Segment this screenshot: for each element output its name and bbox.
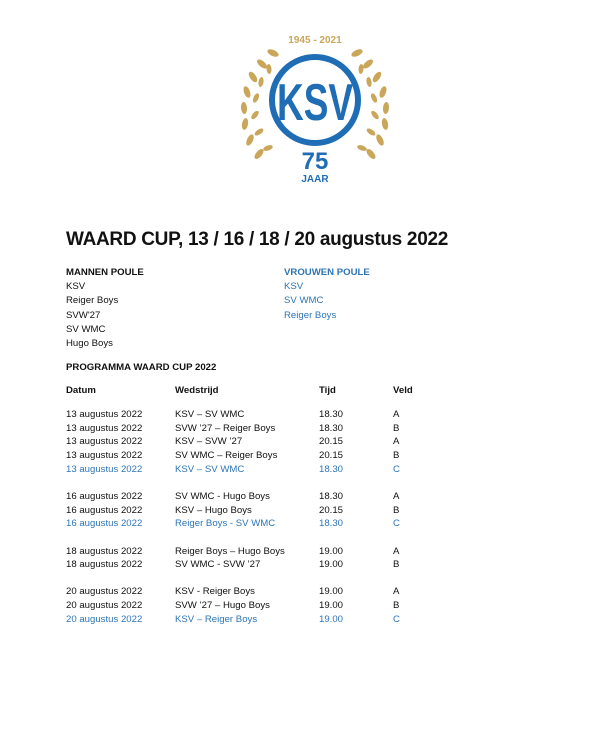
match-date: 16 augustus 2022 <box>66 490 143 502</box>
match-time: 20.15 <box>319 450 344 462</box>
match-name: SV WMC - SVW ’27 <box>175 559 261 571</box>
column-header-time: Tijd <box>319 385 336 396</box>
match-name: KSV – SV WMC <box>175 409 245 420</box>
match-time: 19.00 <box>319 586 344 598</box>
match-field: B <box>393 450 400 462</box>
match-field: C <box>393 463 400 475</box>
match-time: 20.15 <box>319 504 344 516</box>
team-item: SV WMC <box>284 295 324 307</box>
match-field: A <box>393 586 400 598</box>
team-item: KSV <box>284 281 304 293</box>
match-date: 13 augustus 2022 <box>66 463 143 475</box>
ksv-emblem <box>272 57 358 143</box>
team-item: SV WMC <box>66 323 106 335</box>
match-field: A <box>393 490 400 502</box>
column-header-match: Wedstrijd <box>175 385 219 396</box>
mannen-poule <box>66 266 144 351</box>
match-date: 13 augustus 2022 <box>66 450 143 462</box>
column-header-field: Veld <box>393 385 413 396</box>
match-date: 20 augustus 2022 <box>66 586 143 598</box>
match-name: Reiger Boys - SV WMC <box>175 518 276 530</box>
match-name: KSV – SV WMC <box>175 463 245 475</box>
vrouwen-poule <box>284 266 370 323</box>
match-time: 19.00 <box>319 600 344 612</box>
match-time: 19.00 <box>319 613 344 625</box>
match-time: 18.30 <box>319 422 344 434</box>
match-field: A <box>393 409 400 420</box>
match-date: 16 augustus 2022 <box>66 504 143 516</box>
vrouwen-poule-heading: VROUWEN POULE <box>284 267 370 278</box>
match-field: B <box>393 422 400 434</box>
logo-anniversary-word: JAAR <box>301 174 329 185</box>
match-field: B <box>393 559 400 571</box>
match-date: 20 augustus 2022 <box>66 613 143 625</box>
match-field: A <box>393 436 400 448</box>
match-name: SVW ’27 – Reiger Boys <box>175 422 276 434</box>
match-time: 18.30 <box>319 409 344 420</box>
match-field: C <box>393 613 400 625</box>
match-name: SV WMC – Reiger Boys <box>175 450 278 462</box>
logo-initials: KSV <box>277 74 354 132</box>
programma-heading: PROGRAMMA WAARD CUP 2022 <box>66 362 217 373</box>
match-field: A <box>393 545 400 557</box>
match-field: B <box>393 504 400 516</box>
match-date: 13 augustus 2022 <box>66 436 143 448</box>
match-time: 19.00 <box>319 545 344 557</box>
match-name: SV WMC - Hugo Boys <box>175 490 270 502</box>
match-name: KSV – SVW ’27 <box>175 436 243 448</box>
match-name: KSV – Hugo Boys <box>175 504 252 516</box>
team-item: KSV <box>66 281 86 293</box>
match-time: 19.00 <box>319 559 344 571</box>
logo-anniversary-number: 75 <box>301 148 329 175</box>
match-time: 18.30 <box>319 518 344 530</box>
page-title: WAARD CUP, 13 / 16 / 18 / 20 augustus 2022 <box>66 229 448 250</box>
team-item: SVW'27 <box>66 309 101 321</box>
ksv-75-jaar-logo <box>235 22 395 190</box>
team-item: Hugo Boys <box>66 338 113 350</box>
match-date: 16 augustus 2022 <box>66 518 143 530</box>
match-time: 20.15 <box>319 436 344 448</box>
match-date: 18 augustus 2022 <box>66 559 143 571</box>
column-header-date: Datum <box>66 385 96 396</box>
match-name: KSV – Reiger Boys <box>175 613 258 625</box>
match-date: 13 augustus 2022 <box>66 422 143 434</box>
logo-years: 1945 - 2021 <box>288 35 342 46</box>
match-time: 18.30 <box>319 463 344 475</box>
match-date: 20 augustus 2022 <box>66 600 143 612</box>
mannen-poule-heading: MANNEN POULE <box>66 267 144 278</box>
match-field: B <box>393 600 400 612</box>
match-date: 18 augustus 2022 <box>66 545 143 557</box>
match-name: Reiger Boys – Hugo Boys <box>175 545 285 557</box>
team-item: Reiger Boys <box>284 309 337 321</box>
match-name: KSV - Reiger Boys <box>175 586 255 598</box>
match-date: 13 augustus 2022 <box>66 409 143 420</box>
match-name: SVW ’27 – Hugo Boys <box>175 600 270 612</box>
match-field: C <box>393 518 400 530</box>
team-item: Reiger Boys <box>66 295 119 307</box>
match-time: 18.30 <box>319 490 344 502</box>
